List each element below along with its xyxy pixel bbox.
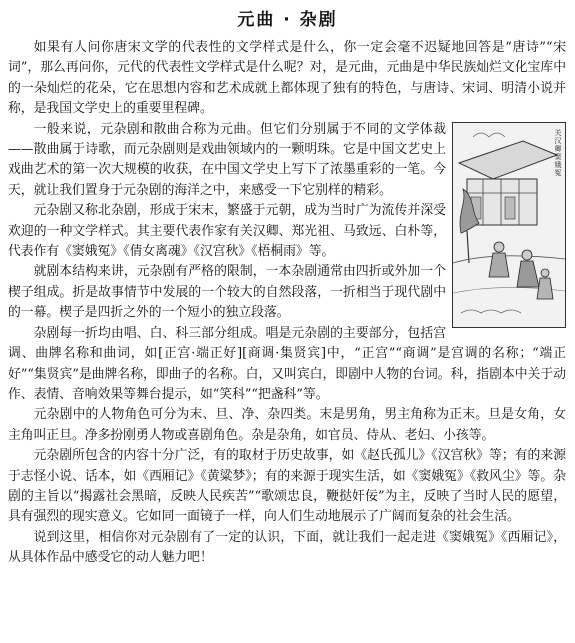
paragraph-7: 元杂剧所包含的内容十分广泛，有的取材于历史故事，如《赵氏孤儿》《汉宫秋》等；有的来源于志怪小说、话本，如《西厢记》《黄粱梦》；有的来源于现实生活，如《窦娥冤》《救风尘》等。杂剧的主旨以“揭露社会黑暗，反映人民疾苦”“歌颂忠良，鞭挞奸佞”为主，反映了当时人民的愿望，具有强烈的现实意义。它如同一面镜子一样，向人们生动地展示了广阔而复杂的社会生活。 xyxy=(8,448,566,525)
paragraph-3: 元杂剧又称北杂剧，形成于宋末，繁盛于元朝，成为当时广为流传并深受欢迎的一种文学样式。其主要代表作家有关汉卿、郑光祖、马致远、白朴等，代表作有《窦娥冤》《倩女离魂》《汉宫秋》《梧桐雨》等。 xyxy=(8,203,446,260)
paragraph-6: 元杂剧中的人物角色可分为末、旦、净、杂四类。末是男角，男主角称为正末。旦是女角，女主角叫正旦。净多扮刚勇人物或喜剧角色。杂是杂角，如官员、侍从、老妇、小孩等。 xyxy=(8,407,566,443)
illustration-image xyxy=(452,122,566,328)
woodblock-illustration xyxy=(453,123,565,327)
paragraph-4: 就剧本结构来讲，元杂剧有严格的限制，一本杂剧通常由四折或外加一个楔子组成。折是故事情节中发展的一个较大的自然段落，一折相当于现代剧中的一幕。楔子是四折之外的一个短小的独立段落。 xyxy=(8,264,446,321)
article-body xyxy=(8,38,566,569)
illustration-caption: 关汉卿窦娥冤 xyxy=(554,128,562,177)
paragraph-5: 杂剧每一折均由唱、白、科三部分组成。唱是元杂剧的主要部分，包括宫调、曲牌名称和曲词，如[正宫·端正好][商调·集贤宾]中，“正宫”“商调”是宫调的名称；“端正好”“集贤宾”是曲牌名称，即曲子的名称。白，又叫宾白，即剧中人物的台词。科，指剧本中关于动作、表情、音响效果等舞台提示，如“笑科”“把盏科”等。 xyxy=(8,325,566,402)
page-title: 元曲 · 杂剧 xyxy=(237,10,338,30)
paragraph-8: 说到这里，相信你对元杂剧有了一定的认识，下面，就让我们一起走进《窦娥冤》《西厢记》，从具体作品中感受它的动人魅力吧！ xyxy=(8,529,566,566)
paragraph-1: 如果有人问你唐宋文学的代表性的文学样式是什么，你一定会毫不迟疑地回答是“唐诗”“宋词”，那么再问你，元代的代表性文学样式是什么呢？对，是元曲，元曲是中华民族灿烂文化宝库中的一朵灿烂的花朵，它在思想内容和艺术成就上都体现了独有的特色，与唐诗、宋词、明清小说并称，是我国文学史上的重要里程碑。 xyxy=(8,40,566,117)
paragraph-2: 一般来说，元杂剧和散曲合称为元曲。但它们分别属于不同的文学体裁——散曲属于诗歌，而元杂剧则是戏曲领域内的一颗明珠。它是中国文艺史上戏曲艺术的第一次大规模的收获，在中国文学史上写下了浓墨重彩的一笔。今天，就让我们置身于元杂剧的海洋之中，来感受一下它别样的精彩。 xyxy=(8,121,446,198)
